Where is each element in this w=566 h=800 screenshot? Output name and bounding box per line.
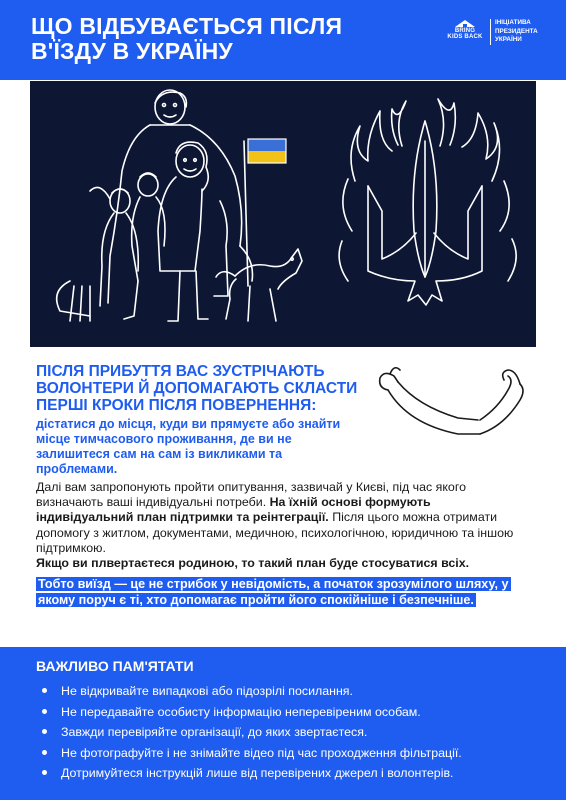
ukrainian-flag (248, 139, 286, 163)
list-item: Не відкривайте випадкові або підозрілі посилання. (40, 681, 462, 702)
title-line-2: В'ЇЗДУ В УКРАЇНУ (31, 38, 233, 64)
header-banner (0, 0, 566, 80)
reminders-list (40, 681, 462, 784)
family-hug-drawing (57, 90, 302, 321)
house-icon (454, 19, 476, 28)
initiative-label: ІНІЦІАТИВА ПРЕЗИДЕНТА УКРАЇНИ (495, 19, 538, 43)
list-item: Дотримуйтеся інструкцій лише від перевірених джерел і волонтерів. (40, 763, 462, 784)
family-and-trident-drawing (30, 81, 536, 347)
list-item: Не передавайте особисту інформацію неперевіреним особам. (40, 702, 462, 723)
bullet-icon (42, 709, 47, 714)
hug-arms-icon (368, 360, 536, 450)
bullet-icon (42, 750, 47, 755)
list-item: Не фотографуйте і не знімайте відео під час проходження фільтрації. (40, 743, 462, 764)
family-note: Якщо ви плвертаєтеся родиною, то такий план буде стосуватися всіх. (36, 556, 470, 571)
bullet-icon (42, 770, 47, 775)
intro-body: дістатися до місця, куди ви прямуєте або знайти місце тимчасового проживання, де ви не залишитеся сам на сам із викликами та проблемами. (36, 417, 341, 476)
logo-text-2: KIDS BACK (447, 34, 483, 40)
body-paragraph: Далі вам запропонують пройти опитування, зазвичай у Києві, під час якого визначають ваші індивідуальні потреби. На їхній основі формують індивідуальний план підтримки та реінтеграції. Після цього можна отримати допомогу з житлом, документами, медичною, психологічною, юридичною та іншою підтримкою. Якщо ви плвертаєтеся родиною, то такий план буде стосуватися всіх. (36, 480, 514, 571)
trident-with-flames-drawing (339, 99, 516, 305)
page-title (31, 14, 361, 64)
reminders-section (0, 647, 566, 800)
list-item: Завжди перевіряйте організації, до яких звертаєтеся. (40, 722, 462, 743)
bullet-icon (42, 688, 47, 693)
bullet-icon (42, 729, 47, 734)
title-line-1: ЩО ВІДБУВАЄТЬСЯ ПІСЛЯ (31, 13, 343, 39)
intro-heading: ПІСЛЯ ПРИБУТТЯ ВАС ЗУСТРІЧАЮТЬ ВОЛОНТЕРИ Й ДОПОМАГАЮТЬ СКЛАСТИ ПЕРШІ КРОКИ ПІСЛЯ ПОВЕРНЕННЯ: (36, 363, 358, 414)
reminders-heading: ВАЖЛИВО ПАМ'ЯТАТИ (36, 658, 194, 674)
hero-illustration (30, 81, 536, 347)
highlight-statement: Тобто виїзд — це не стрибок у невідомість, а початок зрозумілого шляху, у якому поруч є ті, хто допомагає пройти його спокійніше і безпечніше. (38, 577, 509, 607)
logo-divider (490, 19, 491, 45)
logo-text-1: BRING (454, 28, 476, 34)
logo-badge (442, 19, 488, 45)
